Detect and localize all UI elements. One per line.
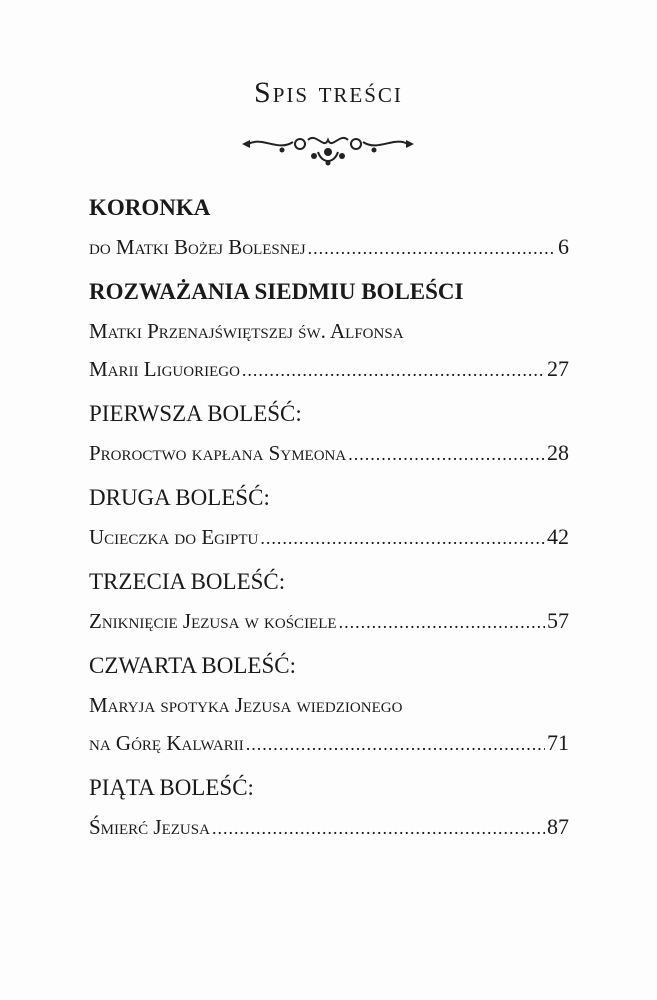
dot-leader (260, 519, 545, 557)
entry-label: na Górę Kalwarii (89, 731, 244, 755)
toc-entry[interactable] (89, 228, 569, 266)
section-heading: KORONKA (89, 195, 211, 220)
entry-page-number: 42 (547, 524, 569, 549)
toc-entry[interactable] (89, 808, 569, 846)
toc-section-czwarta (89, 646, 569, 762)
entry-page-number: 87 (547, 814, 569, 839)
toc-section-piata (89, 768, 569, 846)
toc-section-trzecia (89, 562, 569, 640)
entry-page-number: 28 (547, 440, 569, 465)
entry-label: do Matki Bożej Bolesnej (89, 235, 306, 259)
entry-label: Zniknięcie Jezusa w kościele (89, 609, 337, 633)
toc-entry[interactable] (89, 724, 569, 762)
toc-entry[interactable] (89, 602, 569, 640)
toc-section-rozwazania (89, 272, 569, 388)
entry-label: Proroctwo kapłana Symeona (89, 441, 347, 465)
page-title: Spis treści (254, 76, 403, 109)
section-heading: ROZWAŻANIA SIEDMIU BOLEŚCI (89, 279, 464, 304)
toc-section-koronka (89, 188, 569, 266)
entry-page-number: 27 (547, 356, 569, 381)
dot-leader (242, 351, 545, 389)
section-heading: DRUGA BOLEŚĆ: (89, 485, 270, 510)
section-heading: TRZECIA BOLEŚĆ: (89, 569, 286, 594)
toc-entry[interactable] (89, 518, 569, 556)
toc-section-pierwsza (89, 394, 569, 472)
entry-subtitle-line: Matki Przenajświętszej św. Alfonsa (89, 319, 404, 343)
dot-leader (212, 809, 545, 847)
entry-page-number: 71 (547, 730, 569, 755)
toc-entry[interactable] (89, 434, 569, 472)
entry-label: Ucieczka do Egiptu (89, 525, 259, 549)
dot-leader (348, 435, 545, 473)
entry-page-number: 57 (547, 608, 569, 633)
decorative-flourish-icon (238, 130, 418, 170)
section-heading: CZWARTA BOLEŚĆ: (89, 653, 296, 678)
section-heading: PIERWSZA BOLEŚĆ: (89, 401, 302, 426)
dot-leader (339, 603, 545, 641)
toc-section-druga (89, 478, 569, 556)
section-heading: PIĄTA BOLEŚĆ: (89, 775, 254, 800)
entry-label: Śmierć Jezusa (89, 815, 210, 839)
entry-page-number: 6 (558, 234, 569, 259)
dot-leader (308, 229, 556, 267)
table-of-contents (89, 188, 569, 846)
entry-label: Marii Liguoriego (89, 357, 240, 381)
toc-entry[interactable] (89, 350, 569, 388)
dot-leader (246, 725, 545, 763)
entry-subtitle-line: Maryja spotyka Jezusa wiedzionego (89, 693, 403, 717)
